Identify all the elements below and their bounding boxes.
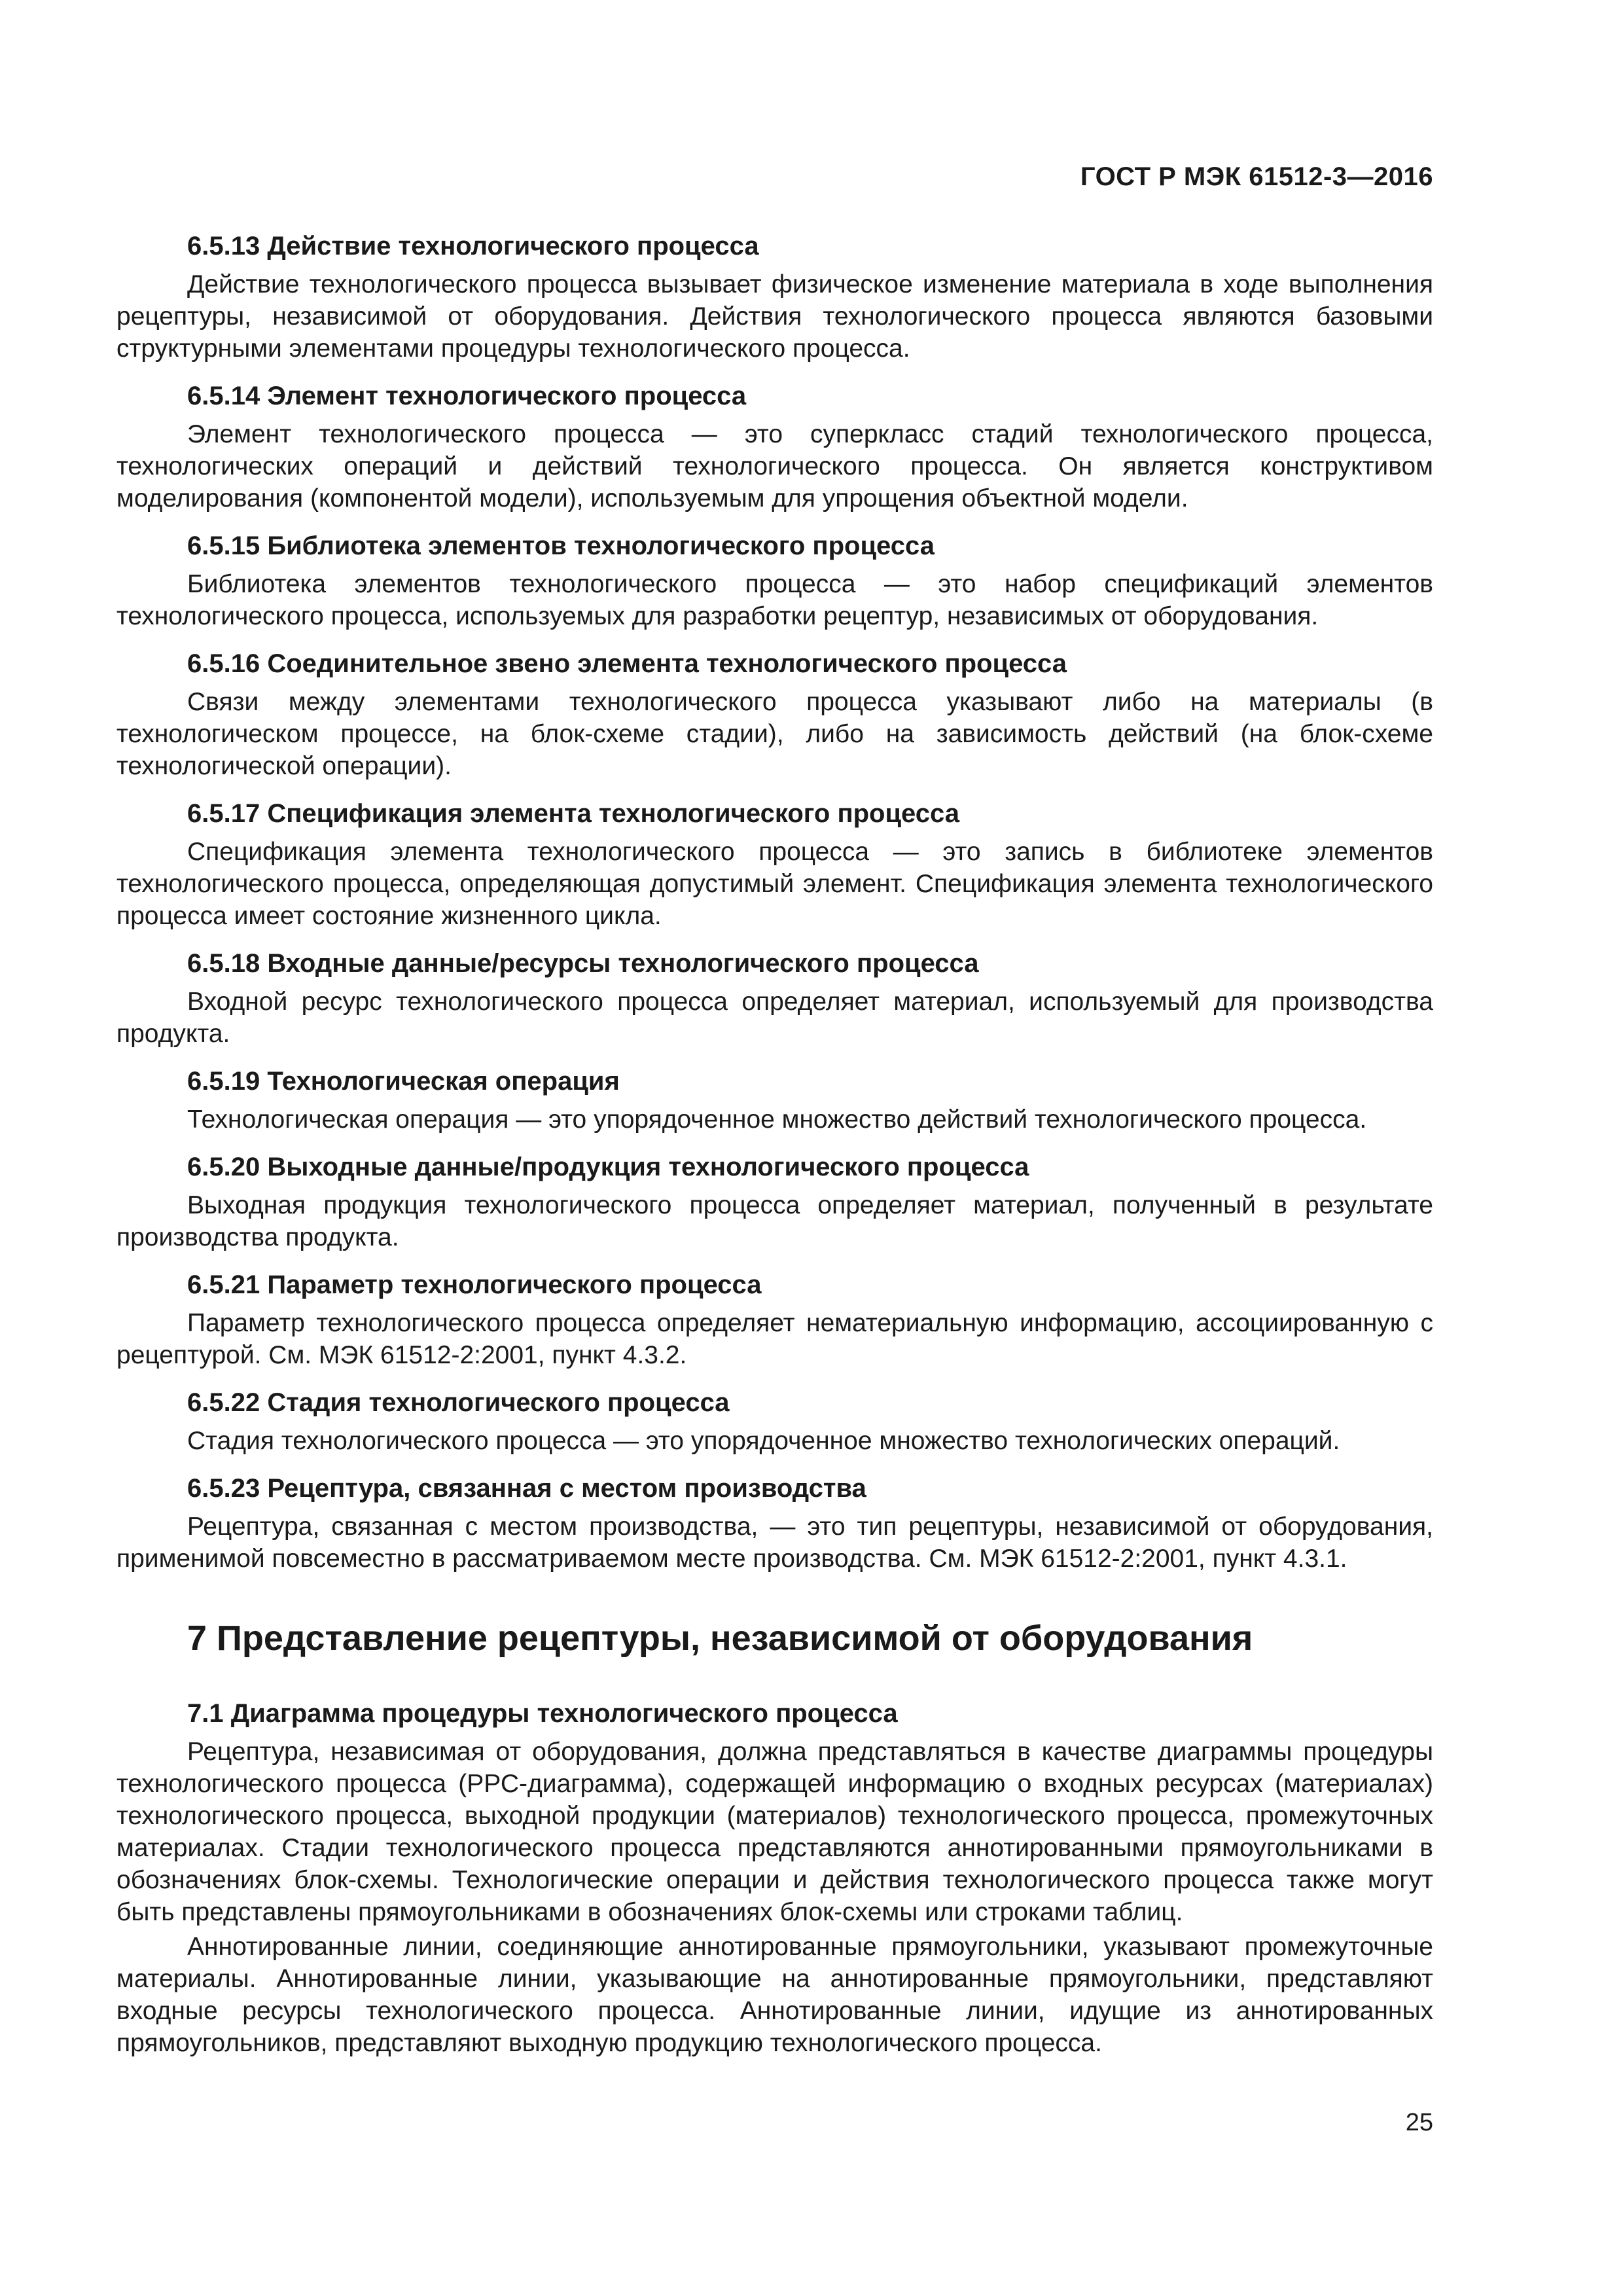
subsection [116, 797, 1433, 932]
subsection-heading: 6.5.18 Входные данные/ресурсы технологического процесса [187, 949, 979, 978]
subsection [116, 1471, 1433, 1575]
paragraph: Стадия технологического процесса — это упорядоченное множество технологических операций. [187, 1427, 1340, 1455]
subsection-7-1-heading: 7.1 Диаграмма процедуры технологического процесса [187, 1699, 898, 1728]
subsection-heading: 6.5.23 Рецептура, связанная с местом производства [187, 1474, 866, 1503]
paragraph: Библиотека элементов технологического процесса — это набор спецификаций элементов технологического процесса, используемых для разработки рецептур, независимых от оборудования. [116, 570, 1433, 630]
subsection [116, 529, 1433, 632]
subsection-heading: 6.5.19 Технологическая операция [187, 1067, 620, 1096]
subsection-heading: 6.5.15 Библиотека элементов технологического процесса [187, 531, 935, 560]
section-7-heading: 7 Представление рецептуры, независимой от оборудования [187, 1619, 1253, 1658]
paragraph: Элемент технологического процесса — это суперкласс стадий технологического процесса, технологических операций и действий технологического процесса. Он является конструктивом моделирования (компонентой модели), используемым для упрощения объектной модели. [116, 420, 1433, 512]
subsection-heading: 6.5.17 Спецификация элемента технологического процесса [187, 799, 959, 828]
paragraph: Параметр технологического процесса определяет нематериальную информацию, ассоциированную с рецептурой. См. МЭК 61512-2:2001, пункт 4.3.2. [116, 1309, 1433, 1369]
subsection [116, 647, 1433, 782]
subsection [116, 946, 1433, 1050]
subsection [116, 1386, 1433, 1457]
paragraph: Спецификация элемента технологического процесса — это запись в библиотеке элементов технологического процесса, определяющая допустимый элемент. Спецификация элемента технологического процесса имеет состояние жизненного цикла. [116, 838, 1433, 930]
paragraph: Рецептура, связанная с местом производства, — это тип рецептуры, независимой от оборудования, применимой повсеместно в рассматриваемом месте производства. См. МЭК 61512-2:2001, пункт 4.3.1. [116, 1513, 1433, 1573]
subsection [116, 1064, 1433, 1136]
subsection [116, 379, 1433, 514]
subsection-7-1 [116, 1696, 1433, 2059]
paragraph: Входной ресурс технологического процесса определяет материал, используемый для производства продукта. [116, 988, 1433, 1048]
paragraph: Действие технологического процесса вызывает физическое изменение материала в ходе выполнения рецептуры, независимой от оборудования. Действия технологического процесса являются базовыми структурными элементами процедуры технологического процесса. [116, 270, 1433, 363]
subsection [116, 1150, 1433, 1253]
subsection [116, 1268, 1433, 1371]
subsection [116, 229, 1433, 365]
paragraph: Выходная продукция технологического процесса определяет материал, полученный в результате производства продукта. [116, 1191, 1433, 1251]
page-body [116, 229, 1433, 2073]
paragraph: Технологическая операция — это упорядоченное множество действий технологического процесса. [187, 1105, 1367, 1134]
subsection-heading: 6.5.14 Элемент технологического процесса [187, 382, 747, 410]
paragraph: Рецептура, независимая от оборудования, должна представляться в качестве диаграммы процедуры технологического процесса (РРС-диаграмма), содержащей информацию о входных ресурсах (материалах) технологического процесса, выходной продукции (материалов) технологического процесса, промежуточных материалах. Стадии технологического процесса представляются аннотированными прямоугольниками в обозначениях блок-схемы. Технологические операции и действия технологического процесса также могут быть представлены прямоугольниками в обозначениях блок-схемы или строками таблиц. [116, 1738, 1433, 1926]
subsection-heading: 6.5.16 Соединительное звено элемента технологического процесса [187, 649, 1067, 678]
subsection-heading: 6.5.20 Выходные данные/продукция технологического процесса [187, 1153, 1029, 1181]
document-code: ГОСТ Р МЭК 61512-3—2016 [1080, 162, 1433, 191]
page-number: 25 [1405, 2109, 1433, 2136]
subsections-list [116, 229, 1433, 1575]
subsection-heading: 6.5.21 Параметр технологического процесса [187, 1270, 762, 1299]
subsection-heading: 6.5.22 Стадия технологического процесса [187, 1388, 730, 1417]
subsection-heading: 6.5.13 Действие технологического процесса [187, 232, 759, 260]
paragraph: Аннотированные линии, соединяющие аннотированные прямоугольники, указывают промежуточные материалы. Аннотированные линии, указывающие на аннотированные прямоугольники, представляют входные ресурсы технологического процесса. Аннотированные линии, идущие из аннотированных прямоугольников, представляют выходную продукцию технологического процесса. [116, 1933, 1433, 2057]
paragraph: Связи между элементами технологического процесса указывают либо на материалы (в технологическом процессе, на блок-схеме стадии), либо на зависимость действий (на блок-схеме технологической операции). [116, 688, 1433, 780]
